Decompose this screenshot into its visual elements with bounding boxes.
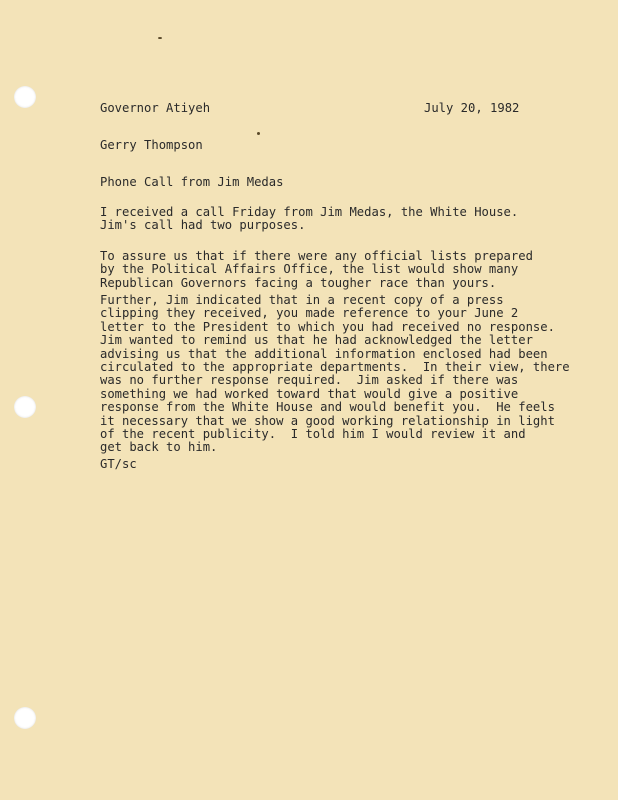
binder-hole-bottom — [14, 707, 36, 729]
text-line: response from the White House and would benefit you. He feels — [100, 400, 555, 415]
text-line: something we had worked toward that would give a positive — [100, 386, 519, 401]
memo-subject: Phone Call from Jim Medas — [100, 175, 284, 189]
paragraph-purpose-two — [100, 294, 570, 455]
memo-date: July 20, 1982 — [424, 101, 520, 115]
text-line: I received a call Friday from Jim Medas, the White House. — [100, 205, 519, 219]
paragraph-purpose-one — [100, 250, 533, 290]
text-line: Jim's call had two purposes. — [100, 218, 306, 233]
text-line: of the recent publicity. I told him I would review it and — [100, 427, 526, 442]
binder-hole-top — [14, 86, 36, 108]
text-line: clipping they received, you made reference to your June 2 — [100, 306, 519, 321]
text-line: it necessary that we show a good working relationship in light — [100, 413, 555, 428]
text-line: get back to him. — [100, 440, 218, 455]
text-line: advising us that the additional information enclosed had been — [100, 346, 548, 361]
binder-hole-middle — [14, 396, 36, 418]
text-line: Further, Jim indicated that in a recent copy of a press — [100, 293, 504, 307]
text-line: was no further response required. Jim asked if there was — [100, 373, 519, 388]
paper-speck — [257, 132, 260, 135]
typist-initials: GT/sc — [100, 457, 137, 471]
memo-to: Governor Atiyeh — [100, 101, 211, 115]
text-line: To assure us that if there were any official lists prepared — [100, 249, 533, 263]
paragraph-intro — [100, 206, 518, 233]
text-line: letter to the President to which you had received no response. — [100, 319, 555, 334]
text-line: circulated to the appropriate departments. In their view, there — [100, 360, 570, 375]
paper-speck — [158, 37, 162, 39]
text-line: by the Political Affairs Office, the list would show many — [100, 262, 519, 277]
memo-from: Gerry Thompson — [100, 138, 203, 152]
text-line: Jim wanted to remind us that he had acknowledged the letter — [100, 333, 533, 348]
text-line: Republican Governors facing a tougher race than yours. — [100, 275, 497, 290]
